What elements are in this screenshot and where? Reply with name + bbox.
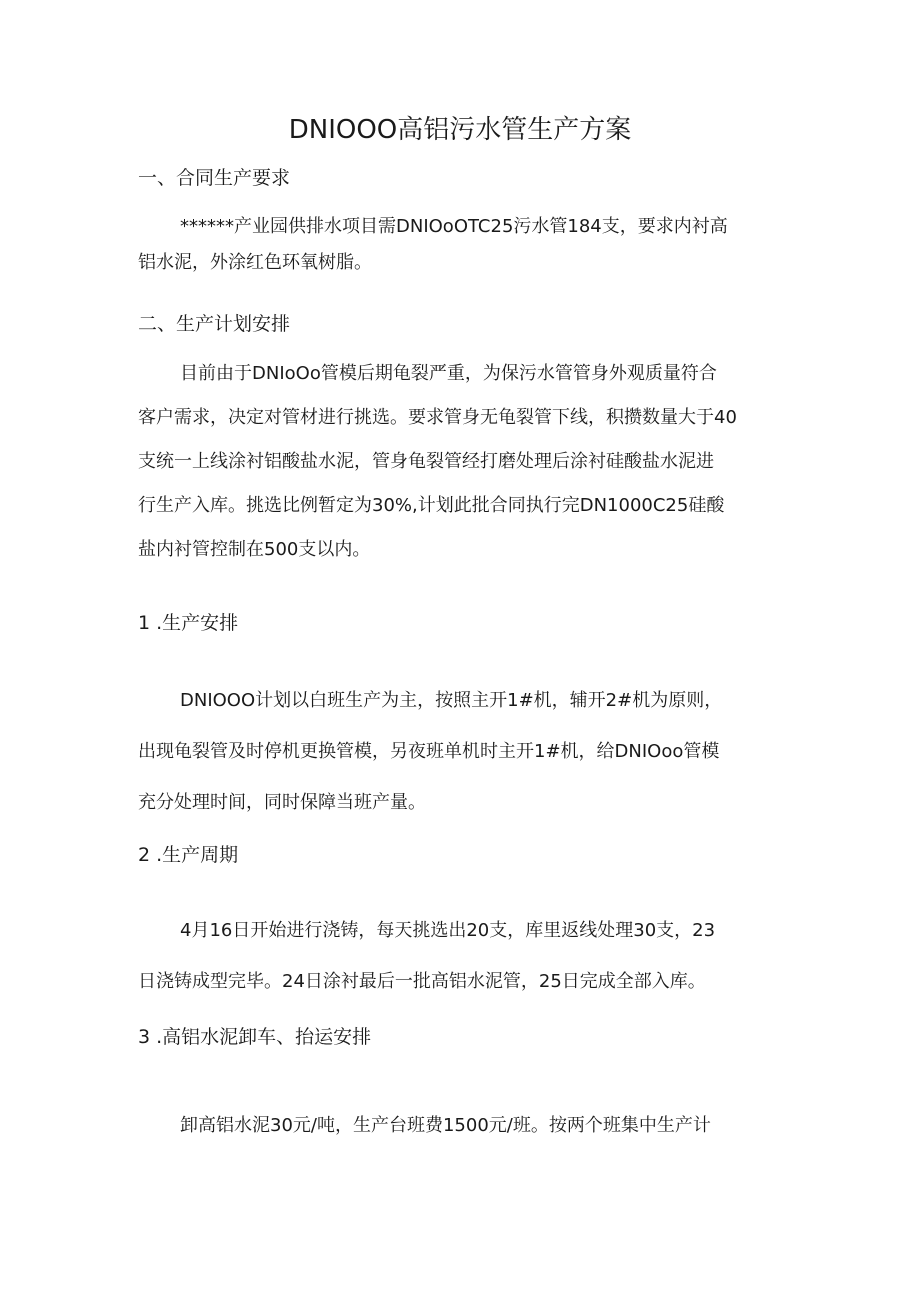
section-heading-plan: 二、生产计划安排 <box>138 313 291 335</box>
section-paragraph-contract <box>138 209 788 281</box>
subsection-heading-unloading: 3 .高铝水泥卸车、抬运安排 <box>138 1026 372 1048</box>
paragraph-line: 目前由于DNIoOo管模后期龟裂严重，为保污水管管身外观质量符合 <box>180 363 717 384</box>
paragraph-line: 充分处理时间，同时保障当班产量。 <box>138 792 426 813</box>
paragraph-line: 行生产入库。挑选比例暂定为30%,计划此批合同执行完DN1000C25硅酸 <box>138 495 725 516</box>
document-title: DNIOOO高铝污水管生产方案 <box>288 115 632 145</box>
subsection-heading-cycle: 2 .生产周期 <box>138 844 239 866</box>
paragraph-line: 出现龟裂管及时停机更换管模，另夜班单机时主开1#机，给DNIOoo管模 <box>138 741 720 762</box>
paragraph-line: 日浇铸成型完毕。24日涂衬最后一批高铝水泥管，25日完成全部入库。 <box>138 971 706 992</box>
paragraph-line: 卸高铝水泥30元/吨，生产台班费1500元/班。按两个班集中生产计 <box>180 1115 711 1136</box>
subsection-paragraph-cycle <box>138 905 788 1007</box>
paragraph-line: DNIOOO计划以白班生产为主，按照主开1#机，辅开2#机为原则， <box>180 690 723 711</box>
paragraph-line: 4月16日开始进行浇铸，每天挑选出20支，库里返线处理30支，23 <box>180 920 716 941</box>
section-heading-contract: 一、合同生产要求 <box>138 167 291 189</box>
section-paragraph-plan <box>138 352 788 572</box>
paragraph-line: 客户需求，决定对管材进行挑选。要求管身无龟裂管下线，积攒数量大于40 <box>138 407 737 428</box>
subsection-heading-arrangement: 1 .生产安排 <box>138 612 239 634</box>
paragraph-line: 铝水泥，外涂红色环氧树脂。 <box>138 252 372 273</box>
paragraph-line: ******产业园供排水项目需DNIOoOTC25污水管184支，要求内衬高 <box>180 216 728 237</box>
subsection-paragraph-unloading <box>138 1100 788 1151</box>
paragraph-line: 盐内衬管控制在500支以内。 <box>138 539 371 560</box>
paragraph-line: 支统一上线涂衬铝酸盐水泥，管身龟裂管经打磨处理后涂衬硅酸盐水泥进 <box>138 451 714 472</box>
subsection-paragraph-arrangement <box>138 675 788 828</box>
